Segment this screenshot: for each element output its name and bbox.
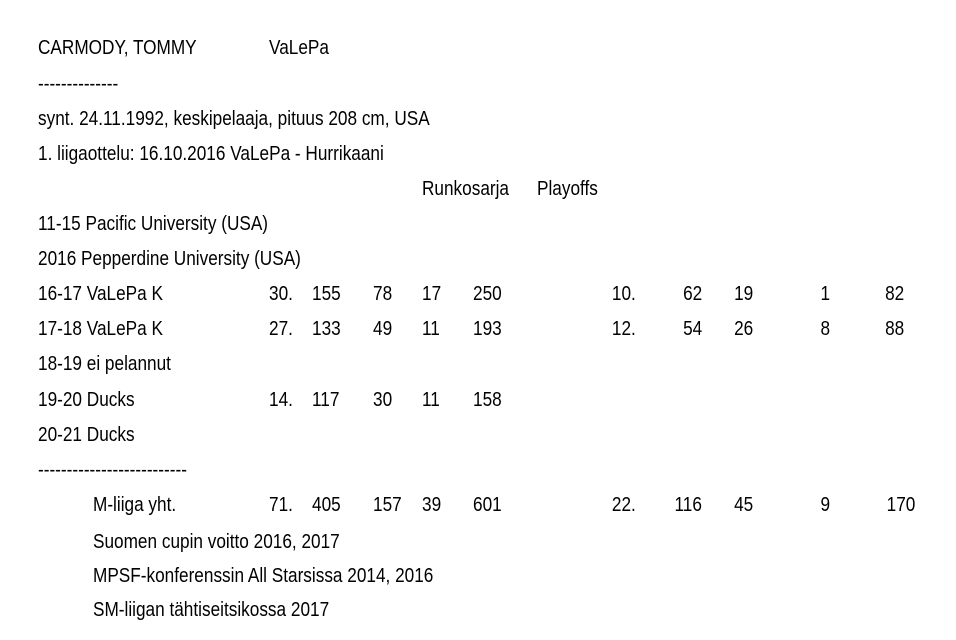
playoff-stat: 88 <box>884 318 904 340</box>
season-label: 16-17 VaLePa K <box>38 283 163 305</box>
header-separator: -------------- <box>38 73 119 95</box>
totals-playoff-stat: 45 <box>733 494 753 516</box>
regular-season-stat: 27. <box>269 318 293 340</box>
regular-season-stat: 117 <box>312 389 340 411</box>
playoff-stat: 54 <box>682 318 702 340</box>
achievement-note: MPSF-konferenssin All Starsissa 2014, 2016 <box>93 565 434 587</box>
season-label: 11-15 Pacific University (USA) <box>38 213 269 235</box>
season-label: 19-20 Ducks <box>38 389 135 411</box>
regular-season-stat: 155 <box>312 283 341 305</box>
totals-label: M-liiga yht. <box>93 494 177 516</box>
season-label: 17-18 VaLePa K <box>38 318 163 340</box>
regular-season-stat: 78 <box>373 283 393 305</box>
playoff-stat: 19 <box>733 283 753 305</box>
regular-season-stat: 133 <box>312 318 341 340</box>
totals-separator: -------------------------- <box>38 459 187 481</box>
player-name: CARMODY, TOMMY <box>38 37 197 59</box>
achievement-note: SM-liigan tähtiseitsikossa 2017 <box>93 599 330 621</box>
season-label: 18-19 ei pelannut <box>38 353 171 375</box>
totals-regular-stat: 39 <box>422 494 442 516</box>
playoff-stat: 1 <box>820 283 830 305</box>
totals-playoff-stat: 170 <box>886 494 915 516</box>
regular-season-stat: 49 <box>373 318 393 340</box>
playoff-stat: 82 <box>884 283 904 305</box>
totals-playoff-stat: 116 <box>674 494 702 516</box>
playoff-stat: 10. <box>612 283 636 305</box>
regular-season-stat: 17 <box>422 283 442 305</box>
regular-season-stat: 158 <box>473 389 502 411</box>
first-league-game: 1. liigaottelu: 16.10.2016 VaLePa - Hurrikaani <box>38 143 384 165</box>
regular-season-stat: 30. <box>269 283 293 305</box>
playoff-stat: 8 <box>820 318 830 340</box>
regular-season-stat: 11 <box>422 389 440 411</box>
regular-season-stat: 14. <box>269 389 293 411</box>
regular-season-stat: 30 <box>373 389 393 411</box>
season-label: 20-21 Ducks <box>38 424 135 446</box>
totals-playoff-stat: 22. <box>612 494 636 516</box>
playoff-stat: 26 <box>733 318 753 340</box>
regular-season-header: Runkosarja <box>422 178 510 200</box>
totals-playoff-stat: 9 <box>820 494 830 516</box>
regular-season-stat: 193 <box>473 318 502 340</box>
totals-regular-stat: 601 <box>473 494 502 516</box>
player-team: VaLePa <box>269 37 329 59</box>
totals-regular-stat: 71. <box>269 494 293 516</box>
player-bio: synt. 24.11.1992, keskipelaaja, pituus 208 cm, USA <box>38 108 430 130</box>
playoff-stat: 62 <box>682 283 702 305</box>
totals-regular-stat: 157 <box>373 494 402 516</box>
regular-season-stat: 11 <box>422 318 440 340</box>
season-label: 2016 Pepperdine University (USA) <box>38 248 301 270</box>
playoffs-header: Playoffs <box>537 178 598 200</box>
totals-regular-stat: 405 <box>312 494 341 516</box>
achievement-note: Suomen cupin voitto 2016, 2017 <box>93 531 340 553</box>
regular-season-stat: 250 <box>473 283 502 305</box>
playoff-stat: 12. <box>612 318 636 340</box>
